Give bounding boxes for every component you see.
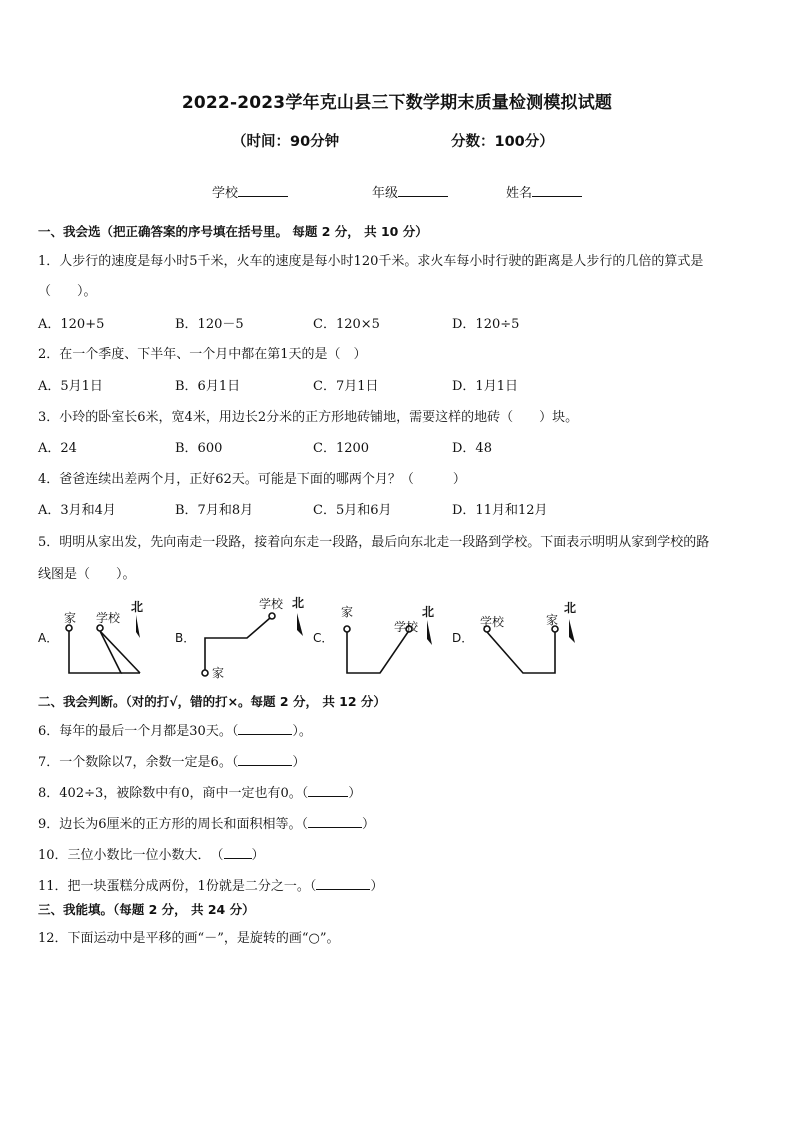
north-arrow-b-icon [297,613,303,636]
route-a-home-dot [66,625,72,631]
q4-option-d: D．11月和12月 [452,503,548,518]
question-9 [38,813,375,832]
question-5-cont: 线图是（ ）。 [38,567,136,582]
q8-close: ） [348,786,362,801]
q11-text: 11．把一块蛋糕分成两份，1份就是二分之一。（ [38,879,317,894]
q7-answer-blank[interactable] [238,753,292,766]
grade-label: 年级 [372,186,399,201]
route-d-path [487,632,555,673]
section-3-heading: 三、我能填。（每题 2 分， 共 24 分） [38,902,255,917]
route-d-home-label: 家 [546,613,559,627]
route-d-school-label: 学校 [480,615,505,629]
option-b-letter: B． [175,631,196,645]
q3-option-a: A．24 [38,441,77,456]
question-10 [38,844,265,863]
q8-answer-blank[interactable] [308,784,348,797]
q11-close: ） [370,879,384,894]
page-title: 2022-2023学年克山县三下数学期末质量检测模拟试题 [181,93,613,113]
route-a-path [69,631,121,673]
question-6 [38,720,312,739]
question-7 [38,751,305,770]
score-label: 分数：100分） [451,134,554,150]
school-blank [238,183,288,197]
q1-option-d: D．120÷5 [452,317,520,332]
north-arrow-c-icon [427,620,432,645]
route-b-school-label: 学校 [259,597,284,611]
q8-text: 8．402÷3，被除数中有0，商中一定也有0。（ [38,786,309,801]
route-a-school-label: 学校 [96,611,121,625]
question-12: 12．下面运动中是平移的画“－”，是旋转的画“○”。 [38,931,340,946]
question-4: 4．爸爸连续出差两个月，正好62天。可能是下面的哪两个月？（ ） [38,472,466,487]
name-label: 姓名 [506,186,533,201]
q9-close: ） [362,817,376,832]
q7-close: ） [292,755,306,770]
q9-answer-blank[interactable] [308,815,362,828]
q4-option-c: C．5月和6月 [313,503,392,518]
route-a-diagonal [100,631,140,673]
q10-answer-blank[interactable] [224,846,252,859]
route-c-north-label: 北 [422,605,435,619]
school-label: 学校 [212,186,239,201]
q1-option-a: A．120+5 [38,317,105,332]
grade-field [372,182,448,201]
route-c-home-label: 家 [341,605,354,619]
question-5: 5．明明从家出发，先向南走一段路，接着向东走一段路，最后向东北走一段路到学校。下面表示明明从家到学校的路 [38,535,710,550]
north-arrow-d-icon [569,619,575,643]
q6-answer-blank[interactable] [238,722,292,735]
q10-close: ） [251,848,265,863]
route-c-home-dot [344,626,350,632]
q3-option-b: B．600 [175,441,223,456]
q4-option-a: A．3月和4月 [38,503,116,518]
q2-option-c: C．7月1日 [313,379,379,394]
option-d-letter: D． [452,631,474,645]
section-1-heading: 一、我会选（把正确答案的序号填在括号里。 每题 2 分， 共 10 分） [38,224,428,239]
route-b-home-dot [202,670,208,676]
q1-option-b: B．120－5 [175,317,244,332]
route-a-school-dot [97,625,103,631]
q2-option-a: A．5月1日 [38,379,103,394]
grade-blank [398,183,448,197]
q4-option-b: B．7月和8月 [175,503,254,518]
option-c-letter: C． [313,631,334,645]
route-a-north-label: 北 [131,600,144,614]
route-b-north-label: 北 [292,596,305,610]
question-3: 3．小玲的卧室长6米，宽4米，用边长2分米的正方形地砖铺地，需要这样的地砖（ ）块。 [38,410,579,425]
school-field [212,182,288,201]
q11-answer-blank[interactable] [316,877,370,890]
option-a-letter: A． [38,631,59,645]
q3-option-c: C．1200 [313,441,370,456]
q1-option-c: C．120×5 [313,317,380,332]
question-1: 1．人步行的速度是每小时5千米，火车的速度是每小时120千米。求火车每小时行驶的距离是人步行的几倍的算式是 [38,254,704,269]
question-2: 2．在一个季度、下半年、一个月中都在第1天的是（ ） [38,347,367,362]
question-11 [38,875,383,894]
question-8 [38,782,361,801]
name-field [506,182,582,201]
q2-option-d: D．1月1日 [452,379,518,394]
question-1-cont: （ ）。 [38,284,97,299]
route-a-home-label: 家 [64,611,77,625]
q9-text: 9．边长为6厘米的正方形的周长和面积相等。（ [38,817,309,832]
route-b-home-label: 家 [212,666,225,680]
q6-close: ）。 [292,724,312,739]
route-c-school-label: 学校 [394,620,419,634]
section-2-heading: 二、我会判断。（对的打√，错的打×。每题 2 分， 共 12 分） [38,694,386,709]
name-blank [532,183,582,197]
route-d-north-label: 北 [564,601,577,615]
route-c-path [347,632,408,673]
q3-option-d: D．48 [452,441,492,456]
q2-option-b: B．6月1日 [175,379,241,394]
north-arrow-a-icon [136,615,140,638]
q6-text: 6．每年的最后一个月都是30天。（ [38,724,239,739]
route-b-school-dot [269,613,275,619]
route-b-path [205,618,270,670]
q7-text: 7．一个数除以7，余数一定是6。（ [38,755,239,770]
q10-text: 10．三位小数比一位小数大． （ [38,848,224,863]
time-label: （时间：90分钟 [232,134,340,150]
route-diagrams [0,590,794,685]
